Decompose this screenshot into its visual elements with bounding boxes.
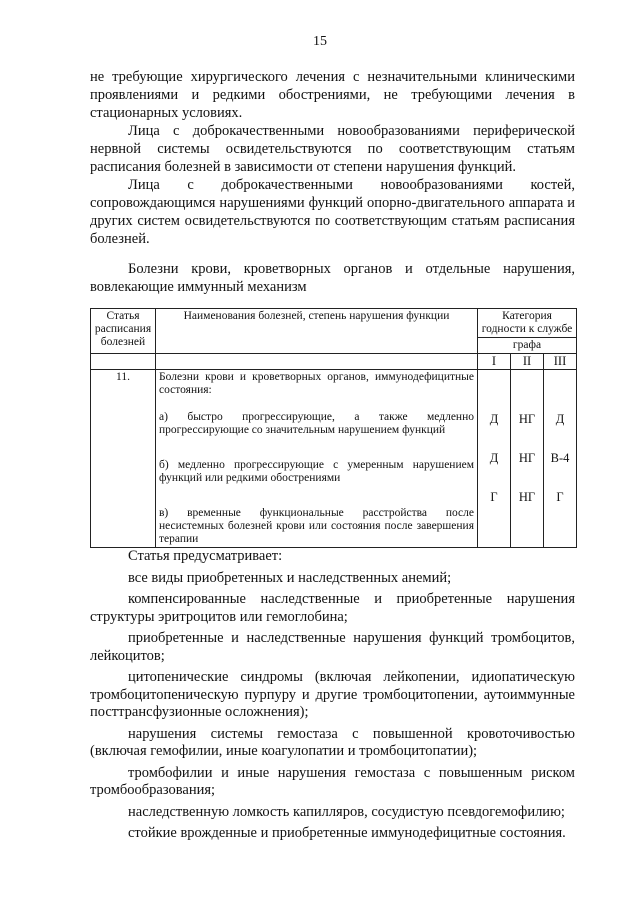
category-col-1 <box>478 370 511 548</box>
intro-paragraph-2: Лица с доброкачественными новообразованиями периферической нервной системы освидетельствуются по соответствующим статьям расписания болезней в зависимости от степени нарушения функций. <box>90 123 575 175</box>
disease-table <box>90 308 577 548</box>
category-col-2 <box>511 370 544 548</box>
graph-col-3: III <box>544 354 577 370</box>
provisions-list <box>90 548 575 843</box>
cat-b-1: Д <box>489 451 499 465</box>
cat-a-1: Д <box>489 412 499 426</box>
list-item: стойкие врожденные и приобретенные иммунодефицитные состояния. <box>128 825 566 841</box>
cat-b-2: НГ <box>518 451 536 465</box>
cat-b-3: В-4 <box>550 451 570 465</box>
header-spacer <box>91 354 156 370</box>
item-b: б) медленно прогрессирующие с умеренным нарушением функций или редкими обострениями <box>159 459 474 484</box>
list-item: все виды приобретенных и наследственных анемий; <box>128 569 452 586</box>
intro-paragraph-1: не требующие хирургического лечения с незначительными клиническими проявлениями и редкими обострениями, не требующими лечения в стационарных условиях. <box>90 69 575 121</box>
header-spacer <box>156 354 478 370</box>
list-item: нарушения системы гемостаза с повышенной кровоточивостью (включая гемофилии, иные коагулопатии и тромбоцитопатии); <box>90 725 575 759</box>
header-disease-name: Наименования болезней, степень нарушения функции <box>156 309 478 354</box>
cat-a-2: НГ <box>518 412 536 426</box>
cat-a-3: Д <box>555 412 565 426</box>
page-number: 15 <box>313 34 327 49</box>
category-col-3 <box>544 370 577 548</box>
list-item: наследственную ломкость капилляров, сосудистую псевдогемофилию; <box>128 803 565 820</box>
article-number: 11. <box>91 370 156 548</box>
list-item: приобретенные и наследственные нарушения функций тромбоцитов, лейкоцитов; <box>90 630 575 664</box>
table-row <box>91 370 577 548</box>
item-a: а) быстро прогрессирующие, а также медленно прогрессирующие со значительным нарушением функций <box>159 411 474 436</box>
section-heading: Болезни крови, кроветворных органов и отдельные нарушения, вовлекающие иммунный механизм <box>90 261 575 295</box>
list-item: компенсированные наследственные и приобретенные нарушения структуры эритроцитов или гемоглобина; <box>90 591 575 625</box>
header-article: Статья расписания болезней <box>91 309 156 354</box>
cat-c-2: НГ <box>518 490 536 504</box>
list-item: тромбофилии и иные нарушения гемостаза с повышенным риском тромбообразования; <box>90 764 575 798</box>
list-item: цитопенические синдромы (включая лейкопении, идиопатическую тромбоцитопеническую пурпуру и другие тромбоцитопении, аутоиммунные посттрансфузионные осложнения); <box>90 669 575 720</box>
intro-paragraph-3: Лица с доброкачественными новообразованиями костей, сопровождающимся нарушениями функций опорно-двигательного аппарата и других систем освидетельствуются по соответствующим статьям расписания болезней. <box>90 177 575 247</box>
header-category <box>478 309 577 338</box>
graph-col-1: I <box>478 354 511 370</box>
disease-description <box>156 370 478 548</box>
header-graph: графа <box>478 338 577 354</box>
graph-col-2: II <box>511 354 544 370</box>
cat-c-1: Г <box>490 490 498 504</box>
provision-intro: Статья предусматривает: <box>128 548 283 564</box>
item-c: в) временные функциональные расстройства после несистемных болезней крови или состояния после завершения терапии <box>159 507 474 545</box>
header-category-title: Категория годности к службе <box>481 310 573 335</box>
cat-c-3: Г <box>556 490 564 504</box>
row-title: Болезни крови и кроветворных органов, иммунодефицитные состояния: <box>159 371 474 396</box>
